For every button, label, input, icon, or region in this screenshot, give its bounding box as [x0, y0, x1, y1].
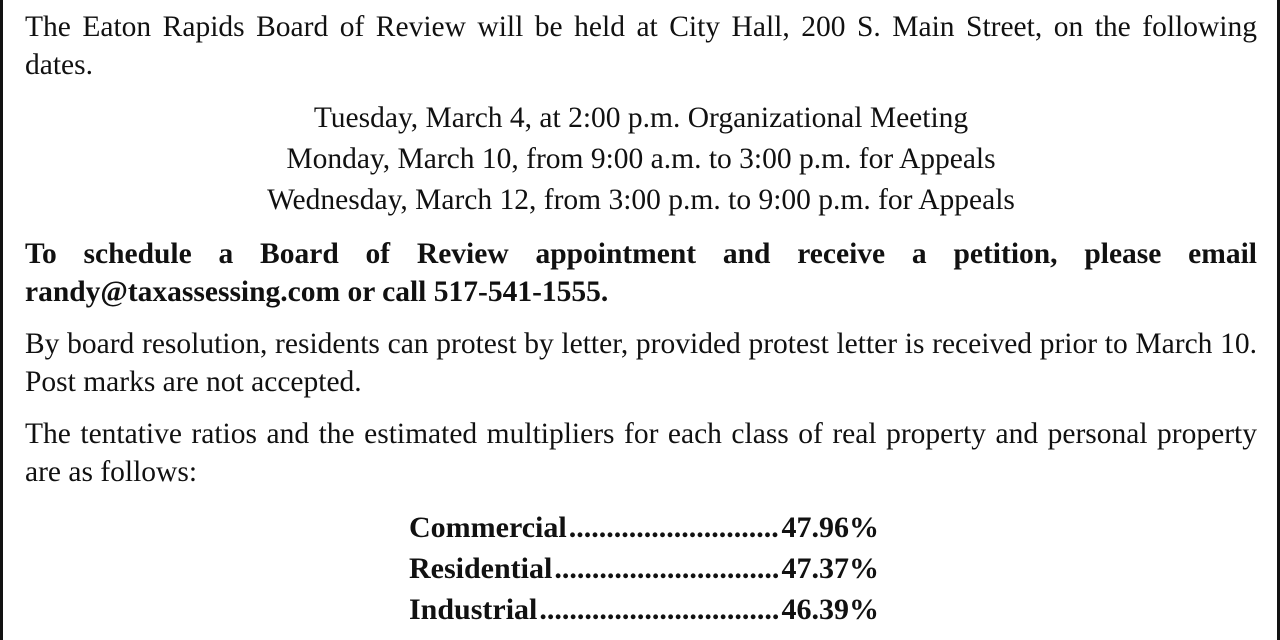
dot-leader	[554, 548, 779, 589]
ratio-row	[409, 507, 879, 548]
ratio-row	[409, 589, 879, 630]
meeting-date-line: Monday, March 10, from 9:00 a.m. to 3:00 p.m. for Appeals	[286, 143, 996, 175]
ratio-row	[409, 548, 879, 589]
intro-paragraph: The Eaton Rapids Board of Review will be held at City Hall, 200 S. Main Street, on the following dates.	[25, 11, 1257, 81]
ratio-value: 47.37%	[781, 552, 879, 585]
meeting-date-line: Wednesday, March 12, from 3:00 p.m. to 9:00 p.m. for Appeals	[267, 184, 1015, 216]
schedule-paragraph: To schedule a Board of Review appointment and receive a petition, please email randy@taxassessing.com or call 517-541-1555.	[25, 238, 1257, 308]
ratio-value: 47.96%	[781, 511, 879, 544]
letter-protest-paragraph: By board resolution, residents can protest by letter, provided protest letter is received prior to March 10. Post marks are not accepted.	[25, 328, 1257, 398]
ratio-label: Residential	[409, 552, 553, 585]
dot-leader	[539, 589, 779, 630]
ratios-intro-paragraph: The tentative ratios and the estimated multipliers for each class of real property and personal property are as follows:	[25, 418, 1257, 488]
ratio-table	[409, 507, 879, 630]
meeting-dates	[25, 98, 1257, 221]
ratio-label: Commercial	[409, 511, 567, 544]
ratio-label: Industrial	[409, 593, 538, 626]
meeting-date-line: Tuesday, March 4, at 2:00 p.m. Organizational Meeting	[313, 102, 969, 134]
dot-leader	[569, 507, 780, 548]
ratio-value: 46.39%	[781, 593, 879, 626]
